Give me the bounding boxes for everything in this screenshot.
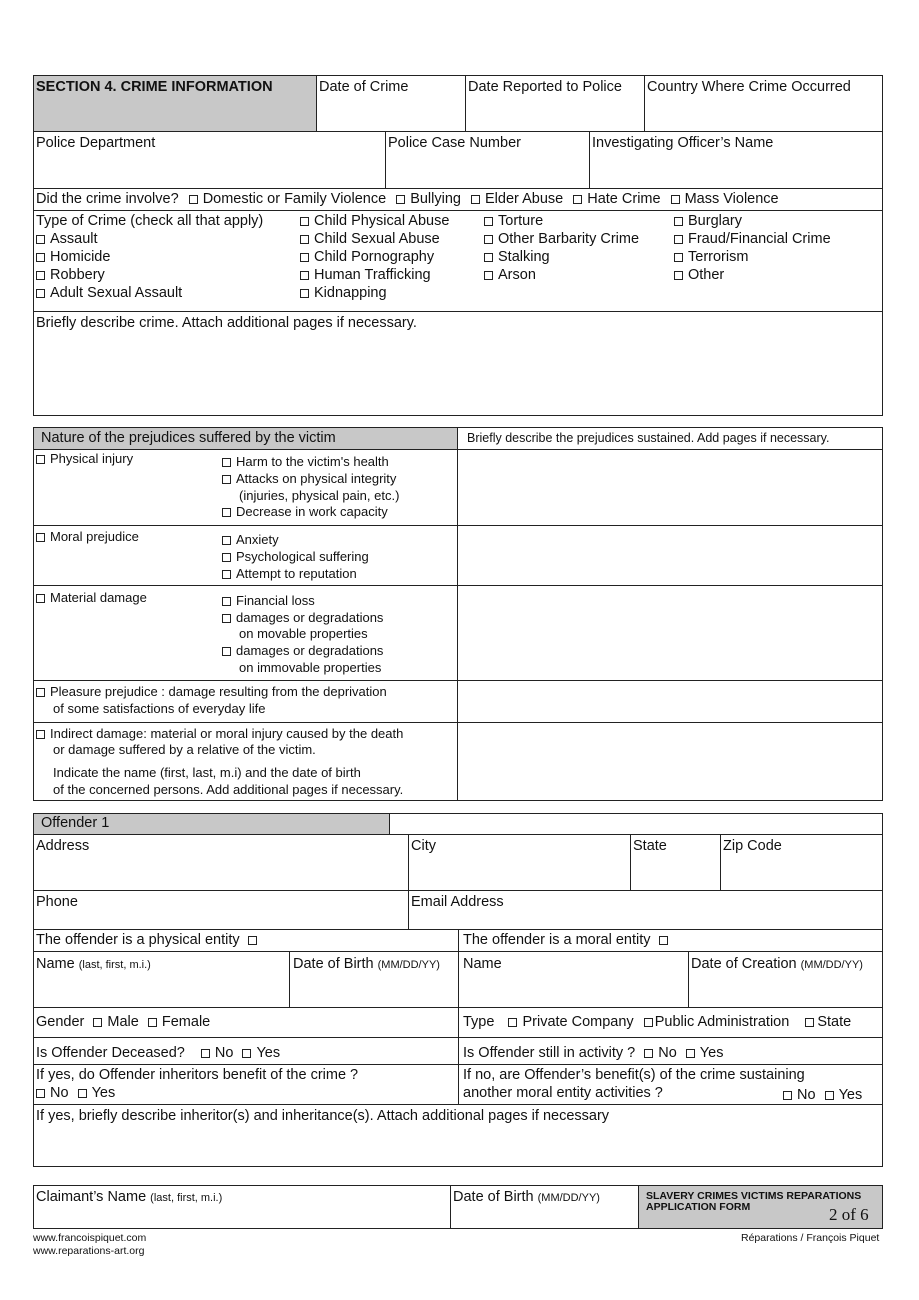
material-item-movable[interactable]: damages or degradations bbox=[222, 610, 383, 627]
moral-entity-question-line1: If no, are Offender’s benefit(s) of the crime sustaining bbox=[463, 1067, 805, 1083]
state-label: State bbox=[633, 838, 667, 854]
website-link-2[interactable]: www.reparations-art.org bbox=[33, 1245, 145, 1257]
checkbox-mass-violence[interactable] bbox=[671, 195, 680, 204]
crime-type-child-pornography[interactable]: Child Pornography bbox=[300, 249, 434, 266]
deceased-yes-checkbox[interactable] bbox=[242, 1049, 251, 1058]
form-title-line2: APPLICATION FORM bbox=[646, 1201, 751, 1213]
involve-row bbox=[36, 191, 779, 208]
crime-type-torture[interactable]: Torture bbox=[484, 213, 543, 230]
material-damage[interactable]: Material damage bbox=[36, 590, 147, 607]
case-number-label: Police Case Number bbox=[388, 135, 521, 151]
moral-name-label: Name bbox=[463, 956, 502, 972]
inheritors-question: If yes, do Offender inheritors benefit of the crime ? bbox=[36, 1067, 359, 1083]
crime-type-kidnapping[interactable]: Kidnapping bbox=[300, 285, 387, 302]
physical-item-integrity-note: (injuries, physical pain, etc.) bbox=[239, 488, 400, 503]
moral-prejudice[interactable]: Moral prejudice bbox=[36, 529, 139, 546]
city-field[interactable] bbox=[408, 834, 631, 891]
checkbox-domestic[interactable] bbox=[189, 195, 198, 204]
inheritors-yes-checkbox[interactable] bbox=[78, 1089, 87, 1098]
male-checkbox[interactable] bbox=[93, 1018, 102, 1027]
crime-type-other-barbarity[interactable]: Other Barbarity Crime bbox=[484, 231, 639, 248]
section-title: SECTION 4. CRIME INFORMATION bbox=[36, 79, 273, 95]
prejudices-header: Nature of the prejudices suffered by the victim bbox=[41, 430, 336, 446]
physical-item-health[interactable]: Harm to the victim's health bbox=[222, 454, 389, 471]
offender-header: Offender 1 bbox=[41, 815, 110, 831]
physical-injury-description[interactable] bbox=[457, 449, 883, 526]
describe-crime-label: Briefly describe crime. Attach additional pages if necessary. bbox=[36, 315, 417, 331]
form-title-line1: SLAVERY CRIMES VICTIMS REPARATIONS bbox=[646, 1190, 862, 1202]
involve-question: Did the crime involve? bbox=[36, 191, 179, 207]
crime-type-burglary[interactable]: Burglary bbox=[674, 213, 742, 230]
material-item-immovable[interactable]: damages or degradations bbox=[222, 643, 383, 660]
option-domestic: Domestic or Family Violence bbox=[202, 191, 387, 207]
indirect-damage-line4: of the concerned persons. Add additional pages if necessary. bbox=[53, 782, 404, 797]
moral-item-psychological[interactable]: Psychological suffering bbox=[222, 549, 369, 566]
address-label: Address bbox=[36, 838, 90, 854]
deceased-no-checkbox[interactable] bbox=[201, 1049, 210, 1058]
activity-row: Is Offender still in activity ? No Yes bbox=[463, 1045, 724, 1061]
pleasure-prejudice-line2: of some satisfactions of everyday life bbox=[53, 701, 266, 716]
checkbox-hate-crime[interactable] bbox=[573, 195, 582, 204]
moral-yes-checkbox[interactable] bbox=[825, 1091, 834, 1100]
option-mass-violence: Mass Violence bbox=[684, 191, 779, 207]
private-company-checkbox[interactable] bbox=[508, 1018, 517, 1027]
moral-item-reputation[interactable]: Attempt to reputation bbox=[222, 566, 357, 583]
claimant-name-label: Claimant’s Name (last, first, m.i.) bbox=[36, 1189, 223, 1205]
crime-type-terrorism[interactable]: Terrorism bbox=[674, 249, 748, 266]
indirect-damage-description[interactable] bbox=[457, 722, 883, 801]
page-number: 2 of 6 bbox=[829, 1205, 869, 1224]
claimant-dob-label: Date of Birth (MM/DD/YY) bbox=[453, 1189, 600, 1205]
inheritors-options: No Yes bbox=[36, 1085, 115, 1102]
deceased-row: Is Offender Deceased? No Yes bbox=[36, 1045, 281, 1061]
website-link-1[interactable]: www.francoispiquet.com bbox=[33, 1232, 147, 1244]
state-checkbox[interactable] bbox=[805, 1018, 814, 1027]
female-checkbox[interactable] bbox=[148, 1018, 157, 1027]
date-of-crime-label: Date of Crime bbox=[319, 79, 409, 95]
crime-type-homicide[interactable]: Homicide bbox=[36, 249, 110, 266]
pleasure-prejudice-description[interactable] bbox=[457, 680, 883, 723]
inheritors-description-label: If yes, briefly describe inheritor(s) and inheritance(s). Attach additional pages if necessary bbox=[36, 1108, 610, 1124]
pleasure-prejudice[interactable]: Pleasure prejudice : damage resulting from the deprivation bbox=[36, 684, 387, 701]
email-label: Email Address bbox=[411, 894, 504, 910]
crime-type-arson[interactable]: Arson bbox=[484, 267, 536, 284]
crime-type-child-sexual-abuse[interactable]: Child Sexual Abuse bbox=[300, 231, 440, 248]
phone-field[interactable] bbox=[33, 890, 409, 930]
crime-type-stalking[interactable]: Stalking bbox=[484, 249, 550, 266]
city-label: City bbox=[411, 838, 436, 854]
gender-row: Gender Male Female bbox=[36, 1014, 211, 1030]
physical-item-work-capacity[interactable]: Decrease in work capacity bbox=[222, 504, 388, 521]
crime-type-human-trafficking[interactable]: Human Trafficking bbox=[300, 267, 431, 284]
checkbox-bullying[interactable] bbox=[396, 195, 405, 204]
type-row: Type Private Company Public Administration State bbox=[463, 1014, 852, 1030]
officer-name-label: Investigating Officer’s Name bbox=[592, 135, 774, 151]
crime-type-label: Type of Crime (check all that apply) bbox=[36, 213, 264, 229]
creation-date-label: Date of Creation (MM/DD/YY) bbox=[691, 956, 863, 972]
crime-type-robbery[interactable]: Robbery bbox=[36, 267, 105, 284]
material-item-movable-note: on movable properties bbox=[239, 626, 368, 641]
moral-entity-question-line2: another moral entity activities ? bbox=[463, 1085, 663, 1101]
prejudices-describe-header: Briefly describe the prejudices sustained. Add pages if necessary. bbox=[467, 431, 830, 445]
activity-no-checkbox[interactable] bbox=[644, 1049, 653, 1058]
option-elder-abuse: Elder Abuse bbox=[485, 191, 564, 207]
crime-type-other[interactable]: Other bbox=[674, 267, 724, 284]
moral-no-checkbox[interactable] bbox=[783, 1091, 792, 1100]
crime-type-child-physical-abuse[interactable]: Child Physical Abuse bbox=[300, 213, 449, 230]
crime-type-adult-sexual-assault[interactable]: Adult Sexual Assault bbox=[36, 285, 182, 302]
police-department-label: Police Department bbox=[36, 135, 156, 151]
date-reported-label: Date Reported to Police bbox=[468, 79, 622, 95]
material-item-financial[interactable]: Financial loss bbox=[222, 593, 315, 610]
indirect-damage[interactable]: Indirect damage: material or moral injury caused by the death bbox=[36, 726, 403, 743]
crime-type-fraud[interactable]: Fraud/Financial Crime bbox=[674, 231, 831, 248]
phone-label: Phone bbox=[36, 894, 78, 910]
physical-entity-option[interactable]: The offender is a physical entity bbox=[36, 932, 262, 949]
option-hate-crime: Hate Crime bbox=[587, 191, 661, 207]
zip-label: Zip Code bbox=[723, 838, 782, 854]
crime-type-assault[interactable]: Assault bbox=[36, 231, 98, 248]
offender-name-label: Name (last, first, m.i.) bbox=[36, 956, 151, 972]
inheritors-no-checkbox[interactable] bbox=[36, 1089, 45, 1098]
moral-prejudice-description[interactable] bbox=[457, 525, 883, 586]
offender-dob-label: Date of Birth (MM/DD/YY) bbox=[293, 956, 440, 972]
material-item-immovable-note: on immovable properties bbox=[239, 660, 382, 675]
public-admin-checkbox[interactable] bbox=[644, 1018, 653, 1027]
moral-entity-option[interactable]: The offender is a moral entity bbox=[463, 932, 673, 949]
activity-yes-checkbox[interactable] bbox=[686, 1049, 695, 1058]
moral-entity-options: No Yes bbox=[783, 1087, 862, 1104]
material-damage-description[interactable] bbox=[457, 585, 883, 681]
checkbox-elder-abuse[interactable] bbox=[471, 195, 480, 204]
moral-item-anxiety[interactable]: Anxiety bbox=[222, 532, 279, 549]
option-bullying: Bullying bbox=[410, 191, 461, 207]
physical-item-integrity[interactable]: Attacks on physical integrity bbox=[222, 471, 396, 488]
credit-text: Réparations / François Piquet bbox=[741, 1232, 880, 1244]
indirect-damage-line2: or damage suffered by a relative of the victim. bbox=[53, 742, 316, 757]
address-field[interactable] bbox=[33, 834, 409, 891]
indirect-damage-line3: Indicate the name (first, last, m.i) and the date of birth bbox=[53, 765, 361, 780]
physical-injury[interactable]: Physical injury bbox=[36, 451, 133, 468]
country-label: Country Where Crime Occurred bbox=[647, 79, 851, 95]
